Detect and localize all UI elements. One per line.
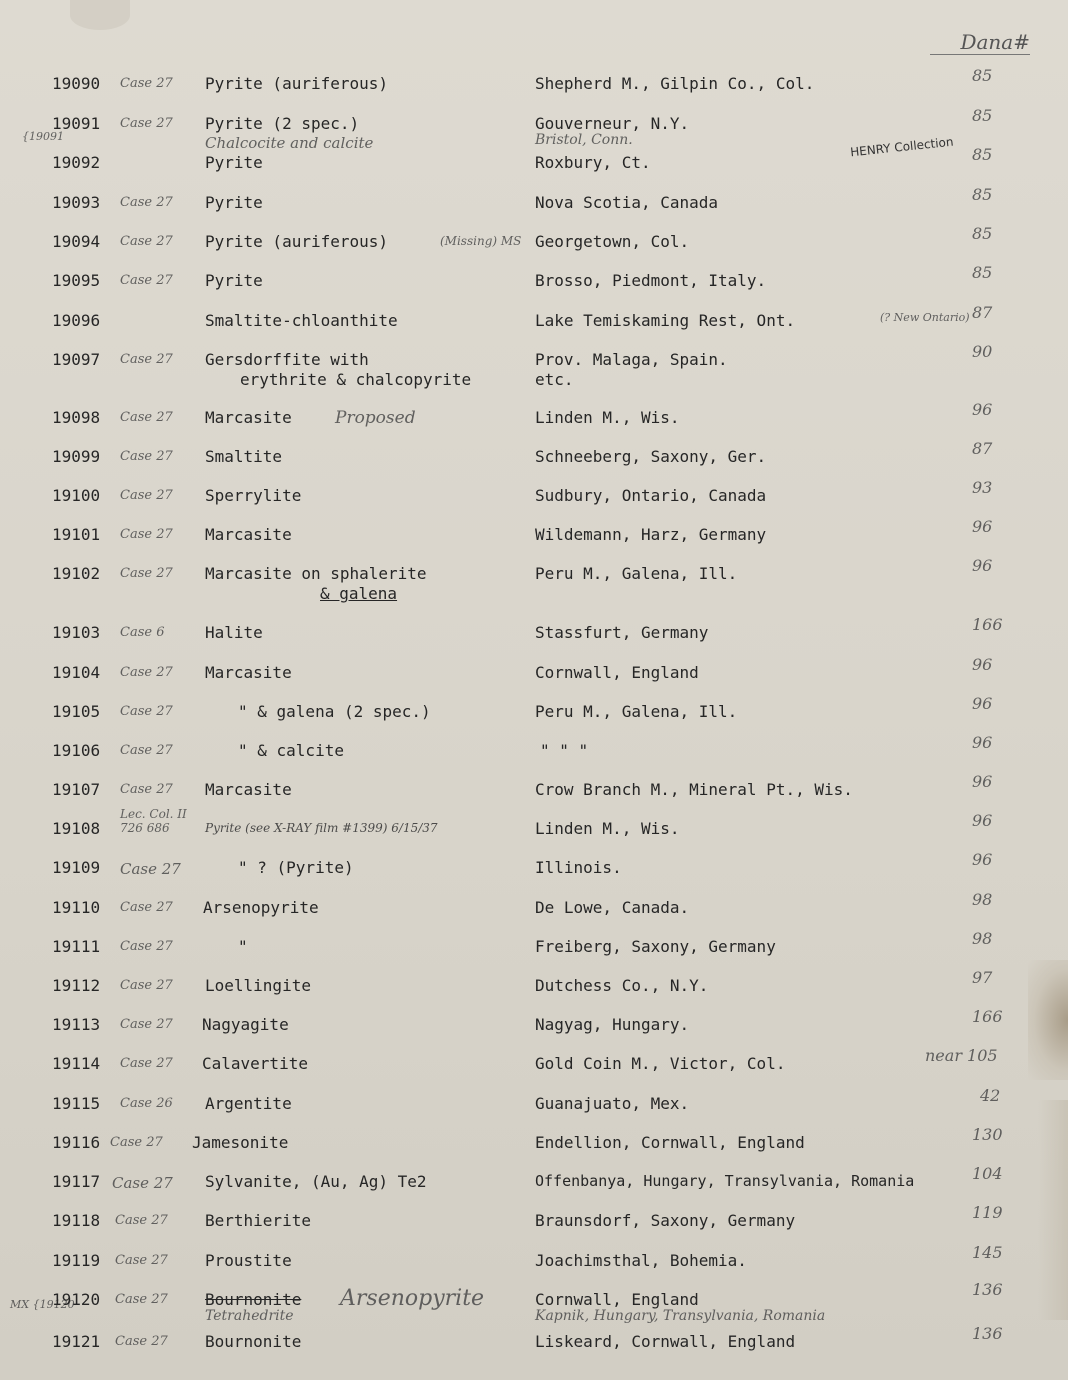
catalog-number: 19098 (52, 408, 101, 427)
dana-stamp: Dana# (930, 30, 1030, 55)
case-note: Case 27 (120, 234, 173, 249)
mineral-name: Pyrite (auriferous) (205, 232, 389, 251)
case-note: Case 27 (120, 782, 173, 797)
collection-note: HENRY Collection (849, 134, 955, 160)
mineral-name: " ? (Pyrite) (238, 858, 354, 877)
locality: Braunsdorf, Saxony, Germany (535, 1211, 796, 1230)
locality: " " " (540, 741, 589, 760)
mineral-name: Proustite (205, 1251, 292, 1270)
page-ref: 136 (972, 1280, 1003, 1299)
case-note: Case 27 (120, 352, 173, 367)
mineral-name: Pyrite (auriferous) (205, 74, 389, 93)
page-ref: 104 (972, 1164, 1003, 1183)
page-ref: 93 (972, 478, 993, 497)
catalog-number: 19107 (52, 780, 101, 799)
mineral-name: Marcasite (205, 780, 292, 799)
locality-annotation: Bristol, Conn. (535, 132, 633, 148)
page-ref: 87 (972, 439, 993, 458)
locality: Cornwall, England (535, 1290, 699, 1309)
case-note: Case 6 (120, 625, 165, 640)
mineral-name: Pyrite (205, 271, 263, 290)
locality-annotation: (? New Ontario) (880, 311, 970, 324)
mineral-name-cont: erythrite & chalcopyrite (240, 370, 472, 389)
page-ref: 145 (972, 1243, 1003, 1262)
locality: Georgetown, Col. (535, 232, 690, 251)
page-ref: 96 (972, 772, 993, 791)
locality: Brosso, Piedmont, Italy. (535, 271, 767, 290)
catalog-number: 19097 (52, 350, 101, 369)
mineral-name: Jamesonite (192, 1133, 289, 1152)
locality: Gold Coin M., Victor, Col. (535, 1054, 786, 1073)
catalog-row (0, 694, 1068, 742)
mineral-name: Arsenopyrite (203, 898, 319, 917)
mineral-name: Bournonite (205, 1290, 302, 1309)
catalog-number: 19103 (52, 623, 101, 642)
locality: Freiberg, Saxony, Germany (535, 937, 776, 956)
catalog-number: 19109 (52, 858, 101, 877)
case-note: Case 27 (120, 449, 173, 464)
page-ref: 96 (972, 655, 993, 674)
catalog-row (0, 1243, 1068, 1291)
mineral-name: Sylvanite, (Au, Ag) Te2 (205, 1172, 427, 1191)
case-note: Case 27 (115, 1253, 168, 1268)
mineral-name: Pyrite (2 spec.) (205, 114, 360, 133)
catalog-row (0, 439, 1068, 487)
mineral-name: " & calcite (238, 741, 344, 760)
catalog-number: 19114 (52, 1054, 101, 1073)
case-note: Case 27 (115, 1292, 168, 1307)
mineral-name: Pyrite (205, 153, 263, 172)
case-note: Case 27 (120, 195, 173, 210)
mineral-name: Argentite (205, 1094, 292, 1113)
catalog-number: 19090 (52, 74, 101, 93)
mineral-name: " & galena (2 spec.) (238, 702, 431, 721)
catalog-row (0, 655, 1068, 703)
page-ref: 98 (972, 890, 993, 909)
page-ref: 130 (972, 1125, 1003, 1144)
mineral-name: Smaltite (205, 447, 283, 466)
catalog-number: 19119 (52, 1251, 101, 1270)
page-ref: 97 (972, 968, 993, 987)
locality: Guanajuato, Mex. (535, 1094, 690, 1113)
catalog-row (0, 615, 1068, 663)
locality: Illinois. (535, 858, 622, 877)
mineral-name: Pyrite (see X-RAY film #1399) 6/15/37 (205, 821, 438, 835)
mineral-name-cont: & galena (320, 584, 398, 603)
page-ref: 98 (972, 929, 993, 948)
catalog-number: 19101 (52, 525, 101, 544)
page-ref: 85 (972, 145, 993, 164)
catalog-number: 19096 (52, 311, 101, 330)
case-note: Lec. Col. II 726 686 (120, 807, 187, 835)
mineral-annotation: Proposed (335, 408, 416, 428)
locality: Cornwall, England (535, 663, 699, 682)
page-ref: 96 (972, 733, 993, 752)
locality: Lake Temiskaming Rest, Ont. (535, 311, 796, 330)
catalog-row (0, 185, 1068, 233)
catalog-row (0, 1046, 1068, 1094)
locality: Nova Scotia, Canada (535, 193, 719, 212)
case-note: Case 27 (120, 76, 173, 91)
locality: Peru M., Galena, Ill. (535, 702, 738, 721)
mineral-name: " (238, 937, 248, 956)
mineral-name: Bournonite (205, 1332, 302, 1351)
page-ref: 42 (980, 1086, 1001, 1105)
locality: Linden M., Wis. (535, 819, 680, 838)
case-note: Case 27 (115, 1334, 168, 1349)
catalog-number: 19102 (52, 564, 101, 583)
mineral-name: Smaltite-chloanthite (205, 311, 398, 330)
page-ref: near 105 (925, 1046, 998, 1065)
catalog-number: 19094 (52, 232, 101, 251)
catalog-row (0, 303, 1068, 351)
page-ref: 96 (972, 850, 993, 869)
case-note: Case 27 (115, 1213, 168, 1228)
catalog-row (0, 968, 1068, 1016)
page-ref: 87 (972, 303, 993, 322)
case-note: Case 27 (120, 488, 173, 503)
case-note: Case 27 (120, 566, 173, 581)
margin-mark: {19091 (22, 130, 64, 143)
locality: Roxbury, Ct. (535, 153, 651, 172)
page-ref: 96 (972, 556, 993, 575)
catalog-row (0, 807, 1068, 859)
locality: Crow Branch M., Mineral Pt., Wis. (535, 780, 853, 799)
catalog-number: 19093 (52, 193, 101, 212)
locality: Joachimsthal, Bohemia. (535, 1251, 747, 1270)
mineral-name: Nagyagite (202, 1015, 289, 1034)
case-note: Case 27 (120, 1056, 173, 1071)
catalog-number: 19113 (52, 1015, 101, 1034)
locality: Linden M., Wis. (535, 408, 680, 427)
mineral-annotation: Chalcocite and calcite (205, 134, 374, 152)
page-ref: 96 (972, 400, 993, 419)
catalog-number: 19095 (52, 271, 101, 290)
case-note: Case 27 (120, 665, 173, 680)
catalog-number: 19120 (52, 1290, 101, 1309)
case-note: Case 27 (120, 860, 181, 878)
locality: Liskeard, Cornwall, England (535, 1332, 796, 1351)
mineral-name: Marcasite (205, 408, 292, 427)
catalog-row (0, 1086, 1068, 1134)
catalog-number: 19105 (52, 702, 101, 721)
mineral-correction: Arsenopyrite (340, 1286, 485, 1311)
locality: Sudbury, Ontario, Canada (535, 486, 767, 505)
locality: Offenbanya, Hungary, Transylvania, Romania (535, 1172, 915, 1190)
catalog-number: 19112 (52, 976, 101, 995)
catalog-number: 19121 (52, 1332, 101, 1351)
catalog-row (0, 342, 1068, 390)
locality: Nagyag, Hungary. (535, 1015, 690, 1034)
catalog-row (0, 263, 1068, 311)
catalog-number: 19106 (52, 741, 101, 760)
catalog-number: 19100 (52, 486, 101, 505)
catalog-row (0, 1324, 1068, 1372)
case-note: Case 27 (120, 410, 173, 425)
catalog-row (0, 478, 1068, 526)
mineral-name: Marcasite (205, 525, 292, 544)
case-note: Case 27 (120, 273, 173, 288)
locality: Prov. Malaga, Spain. (535, 350, 728, 369)
catalog-number: 19118 (52, 1211, 101, 1230)
catalog-number: 19099 (52, 447, 101, 466)
case-note: Case 27 (120, 939, 173, 954)
catalog-number: 19108 (52, 819, 101, 838)
locality: Shepherd M., Gilpin Co., Col. (535, 74, 815, 93)
case-note: Case 27 (120, 116, 173, 131)
mineral-name: Pyrite (205, 193, 263, 212)
catalog-row (0, 106, 1068, 154)
page-ref: 90 (972, 342, 993, 361)
case-note: Case 26 (120, 1096, 173, 1111)
case-note: Case 27 (120, 978, 173, 993)
case-note: Case 27 (120, 527, 173, 542)
mineral-name: Halite (205, 623, 263, 642)
catalog-number: 19117 (52, 1172, 101, 1191)
locality-cont: etc. (535, 370, 574, 389)
catalog-number: 19116 (52, 1133, 101, 1152)
catalog-row (0, 1125, 1068, 1173)
catalog-row (0, 733, 1068, 781)
case-note: Case 27 (110, 1135, 163, 1150)
status-note: (Missing) MS (440, 234, 522, 248)
locality: Dutchess Co., N.Y. (535, 976, 709, 995)
mineral-annotation: Tetrahedrite (205, 1308, 294, 1324)
page-ref: 85 (972, 263, 993, 282)
catalog-row (0, 556, 1068, 604)
catalog-row (0, 1203, 1068, 1251)
case-note: Case 27 (112, 1174, 173, 1192)
page-ref: 166 (972, 1007, 1003, 1026)
catalog-number: 19110 (52, 898, 101, 917)
page-ref: 136 (972, 1324, 1003, 1343)
catalog-row (0, 66, 1068, 114)
margin-mark: MX {19120 (10, 1298, 75, 1311)
page-ref: 96 (972, 811, 993, 830)
catalog-row (0, 890, 1068, 938)
catalog-row (0, 1280, 1068, 1330)
case-note: Case 27 (120, 900, 173, 915)
page-ref: 96 (972, 517, 993, 536)
case-note: Case 27 (120, 1017, 173, 1032)
locality: Peru M., Galena, Ill. (535, 564, 738, 583)
locality: Endellion, Cornwall, England (535, 1133, 805, 1152)
locality: Gouverneur, N.Y. (535, 114, 690, 133)
page-ref: 85 (972, 224, 993, 243)
mineral-name: Sperrylite (205, 486, 302, 505)
catalog-number: 19104 (52, 663, 101, 682)
mineral-name: Gersdorffite with (205, 350, 369, 369)
catalog-row (0, 400, 1068, 448)
catalog-row (0, 1007, 1068, 1055)
page-ref: 85 (972, 66, 993, 85)
catalog-row (0, 1164, 1068, 1212)
catalog-number: 19111 (52, 937, 101, 956)
mineral-name: Marcasite on sphalerite (205, 564, 427, 583)
catalog-row (0, 850, 1068, 898)
locality: Schneeberg, Saxony, Ger. (535, 447, 767, 466)
page-ref: 96 (972, 694, 993, 713)
page-ref: 85 (972, 185, 993, 204)
page-ref: 166 (972, 615, 1003, 634)
page-ref: 119 (972, 1203, 1003, 1222)
catalog-row (0, 929, 1068, 977)
catalog-row (0, 224, 1068, 272)
case-note: Case 27 (120, 704, 173, 719)
paper-stain (70, 0, 130, 30)
locality-annotation: Kapnik, Hungary, Transylvania, Romania (535, 1308, 826, 1324)
catalog-number: 19115 (52, 1094, 101, 1113)
catalog-row (0, 517, 1068, 565)
locality: De Lowe, Canada. (535, 898, 690, 917)
mineral-name: Loellingite (205, 976, 311, 995)
catalog-number: 19092 (52, 153, 101, 172)
case-note: Case 27 (120, 743, 173, 758)
mineral-name: Marcasite (205, 663, 292, 682)
mineral-name: Berthierite (205, 1211, 311, 1230)
catalog-number: 19091 (52, 114, 101, 133)
locality: Wildemann, Harz, Germany (535, 525, 767, 544)
page-ref: 85 (972, 106, 993, 125)
locality: Stassfurt, Germany (535, 623, 709, 642)
mineral-name: Calavertite (202, 1054, 308, 1073)
